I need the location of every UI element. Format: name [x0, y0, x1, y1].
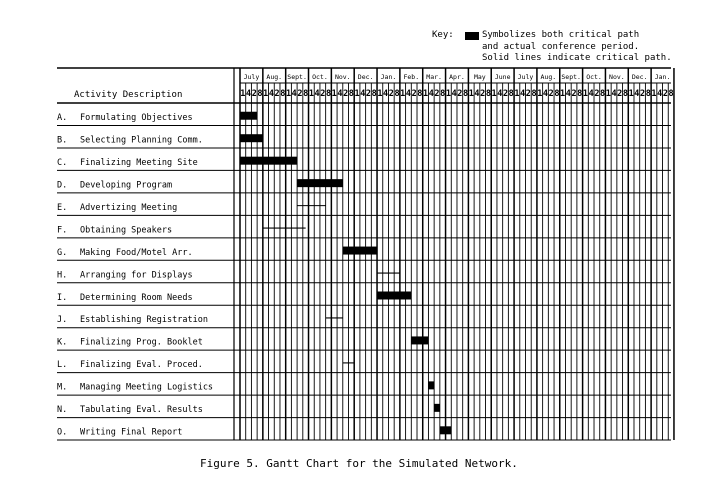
month-label: Jan. [380, 73, 397, 81]
activity-header-label: Activity Description [74, 90, 183, 100]
week-label: 1 [582, 89, 589, 99]
week-label: 4 [405, 89, 412, 99]
week-label: 1 [400, 89, 406, 99]
week-label: 2 [320, 89, 326, 99]
week-label: 8 [668, 89, 674, 99]
week-label: 1 [651, 89, 657, 99]
critical-bar [377, 291, 411, 299]
week-label: 4 [451, 89, 457, 99]
activity-letter: O. [57, 427, 68, 438]
week-label: 8 [508, 89, 514, 99]
month-label: Aug. [266, 73, 283, 81]
activity-letter: B. [57, 135, 68, 146]
month-label: Nov. [609, 73, 625, 81]
week-label: 1 [628, 89, 634, 99]
activity-letter: F. [57, 225, 68, 236]
month-label: Nov. [334, 73, 351, 81]
critical-bar [434, 404, 440, 412]
week-label: 4 [268, 89, 274, 99]
critical-bar [428, 381, 434, 389]
week-label: 8 [440, 89, 446, 99]
week-label: 1 [514, 89, 520, 99]
figure-caption: Figure 5. Gantt Chart for the Simulated Network. [200, 457, 518, 470]
week-label: 4 [291, 89, 297, 99]
week-label: 1 [423, 89, 429, 99]
week-label: 1 [445, 89, 451, 99]
week-label: 2 [662, 89, 668, 99]
week-label: 2 [502, 89, 509, 99]
week-label: 1 [377, 89, 383, 99]
activity-letter: M. [57, 382, 68, 393]
activity-name: Obtaining Speakers [80, 225, 173, 236]
month-label: Aug. [540, 73, 557, 81]
week-label: 8 [303, 89, 309, 99]
activity-name: Tabulating Eval. Results [80, 405, 203, 416]
week-label: 2 [274, 89, 280, 99]
week-label: 2 [434, 89, 440, 99]
activity-letter: L. [57, 360, 68, 371]
month-label: July [517, 73, 534, 81]
activity-name: Selecting Planning Comm. [80, 135, 203, 146]
week-label: 2 [548, 89, 554, 99]
week-label: 4 [634, 89, 640, 99]
week-label: 4 [314, 89, 320, 99]
month-label: Sept. [287, 73, 307, 81]
week-label: 4 [246, 89, 252, 99]
month-label: Mar. [426, 73, 442, 81]
week-label: 4 [520, 89, 526, 99]
month-label: Feb. [403, 73, 420, 81]
week-label: 4 [588, 89, 594, 99]
week-label: 8 [485, 89, 491, 99]
month-label: Dec. [631, 73, 648, 81]
week-label: 4 [565, 89, 571, 99]
week-label: 2 [639, 89, 646, 99]
week-label: 8 [394, 89, 400, 99]
activity-name: Writing Final Report [80, 427, 183, 438]
week-label: 8 [371, 89, 377, 99]
week-label: 4 [542, 89, 549, 99]
critical-bar [297, 179, 343, 187]
activity-letter: K. [57, 337, 68, 348]
week-label: 8 [600, 89, 606, 99]
critical-bar [240, 112, 257, 120]
week-label: 2 [594, 89, 600, 99]
activity-name: Finalizing Meeting Site [80, 157, 198, 168]
month-label: Oct. [312, 73, 328, 81]
week-label: 8 [257, 89, 263, 99]
activity-name: Finalizing Prog. Booklet [80, 337, 203, 348]
key-line-2: and actual conference period. [482, 41, 640, 52]
activity-name: Arranging for Displays [80, 270, 193, 281]
month-label: June [494, 73, 511, 81]
activity-letter: A. [57, 113, 68, 123]
activity-letter: C. [57, 157, 68, 168]
week-label: 8 [348, 89, 354, 99]
critical-bar [240, 157, 297, 165]
week-label: 4 [474, 89, 480, 99]
week-label: 1 [263, 89, 269, 99]
week-label: 4 [611, 89, 617, 99]
month-label: Sept. [561, 73, 581, 81]
activity-letter: J. [57, 315, 68, 326]
week-label: 2 [251, 89, 257, 99]
week-label: 8 [622, 89, 628, 99]
month-label: Jan. [654, 73, 671, 81]
activity-letter: E. [57, 202, 68, 213]
week-label: 8 [325, 89, 332, 99]
week-label: 1 [354, 89, 360, 99]
activity-letter: H. [57, 270, 68, 281]
week-label: 2 [525, 89, 531, 99]
week-label: 4 [428, 89, 434, 99]
key-line-3: Solid lines indicate critical path. [482, 53, 672, 63]
week-label: 2 [297, 89, 303, 99]
week-label: 2 [571, 89, 577, 99]
month-label: Apr. [449, 73, 465, 81]
critical-bar [240, 134, 263, 142]
activity-letter: N. [57, 405, 68, 416]
key-label: Key: [432, 30, 454, 40]
week-label: 1 [605, 89, 611, 99]
month-label: July [243, 73, 260, 81]
critical-bar [440, 426, 451, 434]
activity-letter: G. [57, 247, 68, 258]
week-label: 8 [554, 89, 560, 99]
week-label: 2 [457, 89, 463, 99]
activity-letter: D. [57, 180, 68, 191]
week-label: 8 [280, 89, 286, 99]
week-label: 4 [657, 89, 663, 99]
week-label: 8 [531, 89, 537, 99]
week-label: 1 [308, 89, 314, 99]
week-label: 2 [365, 89, 372, 99]
week-label: 1 [491, 89, 497, 99]
week-label: 2 [388, 89, 394, 99]
activity-name: Finalizing Eval. Proced. [80, 360, 203, 371]
critical-bar [343, 247, 377, 255]
week-label: 8 [462, 89, 469, 99]
week-label: 2 [480, 89, 486, 99]
month-label: May [473, 73, 486, 81]
week-label: 1 [331, 89, 337, 99]
critical-bar [411, 336, 428, 344]
activity-name: Establishing Registration [80, 315, 208, 326]
week-label: 1 [468, 89, 474, 99]
week-label: 1 [560, 89, 566, 99]
week-label: 1 [537, 89, 543, 99]
week-label: 4 [360, 89, 366, 99]
week-label: 4 [337, 89, 343, 99]
week-label: 1 [285, 89, 292, 99]
key-line-1: Symbolizes both critical path [482, 30, 640, 40]
week-label: 2 [617, 89, 623, 99]
month-label: Oct. [586, 73, 602, 81]
week-label: 2 [411, 89, 417, 99]
activity-name: Making Food/Motel Arr. [80, 247, 193, 258]
activity-letter: I. [57, 292, 68, 303]
activity-name: Determining Room Needs [80, 292, 193, 303]
activity-name: Advertizing Meeting [80, 202, 178, 213]
week-label: 8 [645, 89, 651, 99]
week-label: 4 [497, 89, 503, 99]
week-label: 8 [577, 89, 583, 99]
activity-name: Managing Meeting Logistics [80, 382, 214, 393]
week-label: 4 [383, 89, 389, 99]
week-label: 2 [343, 89, 349, 99]
activity-name: Formulating Objectives [80, 113, 193, 123]
week-label: 1 [240, 89, 246, 99]
week-label: 8 [417, 89, 423, 99]
activity-name: Developing Program [80, 180, 173, 191]
month-label: Dec. [357, 73, 374, 81]
